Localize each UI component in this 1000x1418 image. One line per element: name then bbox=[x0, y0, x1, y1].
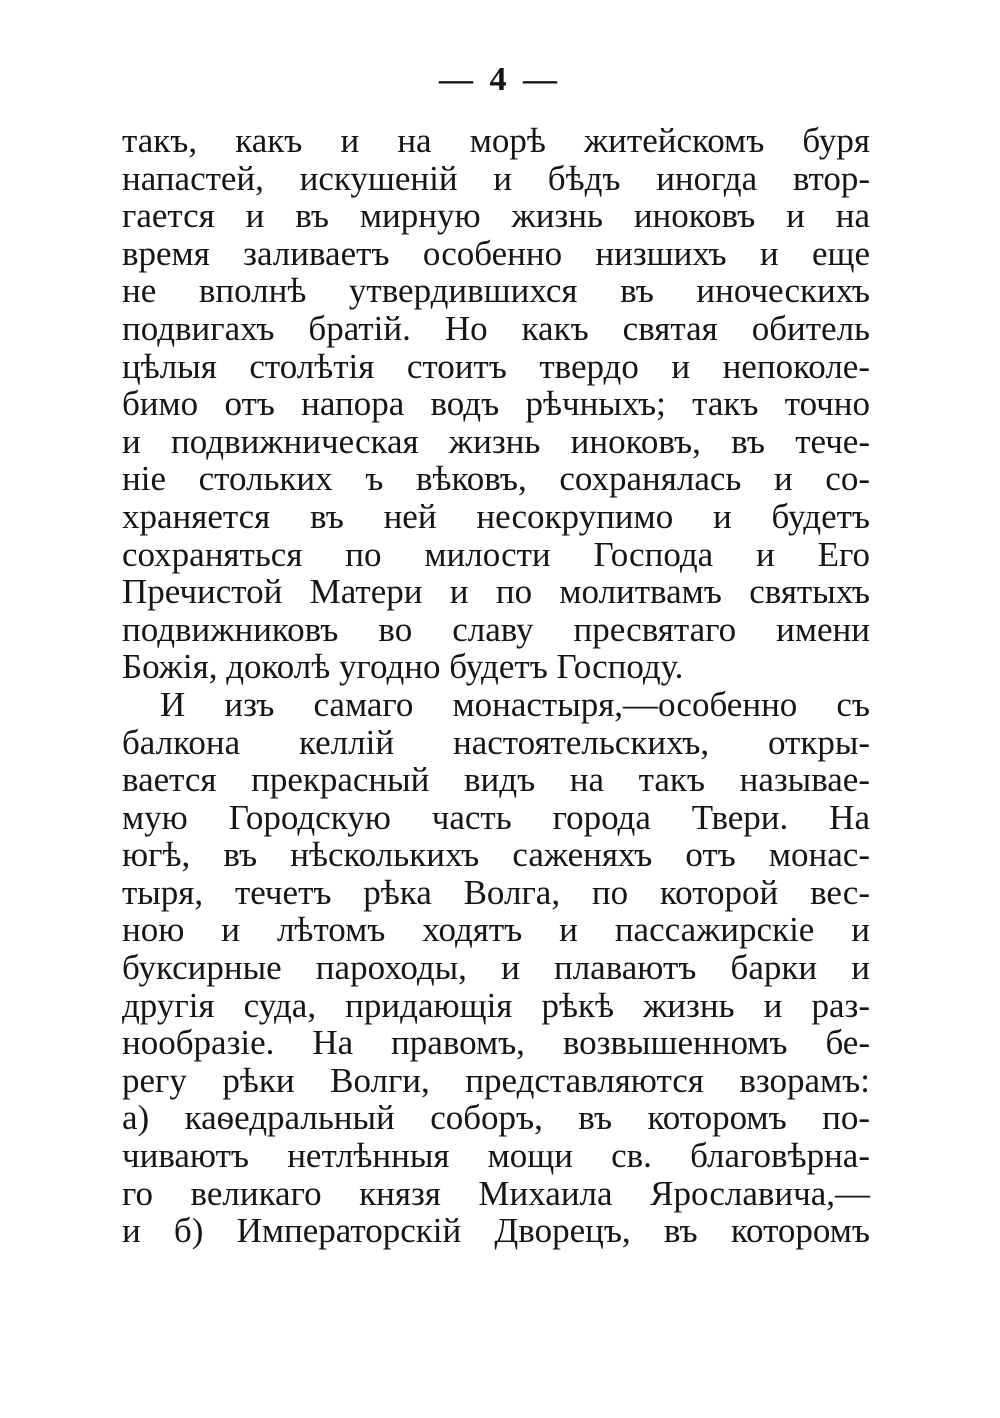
text-line: Божія, доколѣ угодно будетъ Господу. bbox=[122, 647, 684, 687]
text-line: а) каѳедральный соборъ, въ которомъ по- bbox=[122, 1098, 870, 1138]
text-line: го великаго князя Михаила Ярославича,— bbox=[122, 1173, 870, 1213]
text-line: сохраняться по милости Господа и Его bbox=[122, 534, 870, 574]
text-line: нообразіе. На правомъ, возвышенномъ бе- bbox=[122, 1023, 870, 1063]
text-line: такъ, какъ и на морѣ житейскомъ буря bbox=[122, 121, 870, 160]
text-line: бимо отъ напора водъ рѣчныхъ; такъ точно bbox=[122, 384, 870, 424]
text-line: подвижниковъ во славу пресвятаго имени bbox=[122, 609, 870, 649]
text-line: храняется въ ней несокрупимо и будетъ bbox=[122, 496, 870, 536]
text-line: ніе стольких ъ вѣковъ, сохранялась и со- bbox=[122, 459, 870, 499]
text-line: напастей, искушеній и бѣдъ иногда втор- bbox=[122, 158, 870, 198]
text-line: и подвижническая жизнь иноковъ, въ тече- bbox=[122, 421, 870, 461]
text-line: чиваютъ нетлѣнныя мощи св. благовѣрна- bbox=[122, 1136, 870, 1176]
text-line: мую Городскую часть города Твери. На bbox=[122, 797, 870, 837]
text-line: цѣлыя столѣтія стоитъ твердо и непоколе- bbox=[122, 346, 870, 386]
text-line: не вполнѣ утвердившихся въ иноческихъ bbox=[122, 271, 870, 311]
text-line: ною и лѣтомъ ходятъ и пассажирскіе и bbox=[122, 910, 870, 950]
text-line: буксирные пароходы, и плаваютъ барки и bbox=[122, 948, 870, 988]
body-text bbox=[122, 122, 870, 1250]
page-number: — 4 — bbox=[439, 61, 561, 98]
text-line: вается прекрасный видъ на такъ называе- bbox=[122, 760, 870, 800]
text-line: балкона келлій настоятельскихъ, откры- bbox=[122, 722, 870, 762]
text-line: Пречистой Матери и по молитвамъ святыхъ bbox=[122, 572, 870, 612]
text-line: время заливаетъ особенно низшихъ и еще bbox=[122, 233, 870, 273]
text-line: И изъ самаго монастыря,—особенно съ bbox=[160, 684, 870, 724]
text-line: тыря, течетъ рѣка Волга, по которой вес- bbox=[122, 872, 870, 912]
text-line: гается и въ мирную жизнь иноковъ и на bbox=[122, 196, 870, 236]
text-line: другія суда, придающія рѣкѣ жизнь и раз- bbox=[122, 985, 870, 1025]
text-line: подвигахъ братій. Но какъ святая обитель bbox=[122, 308, 870, 348]
text-line: югѣ, въ нѣсколькихъ саженяхъ отъ монас- bbox=[122, 835, 870, 875]
text-line: и б) Императорскій Дворецъ, въ которомъ bbox=[122, 1211, 870, 1251]
text-line: регу рѣки Волги, представляются взорамъ: bbox=[122, 1060, 870, 1100]
